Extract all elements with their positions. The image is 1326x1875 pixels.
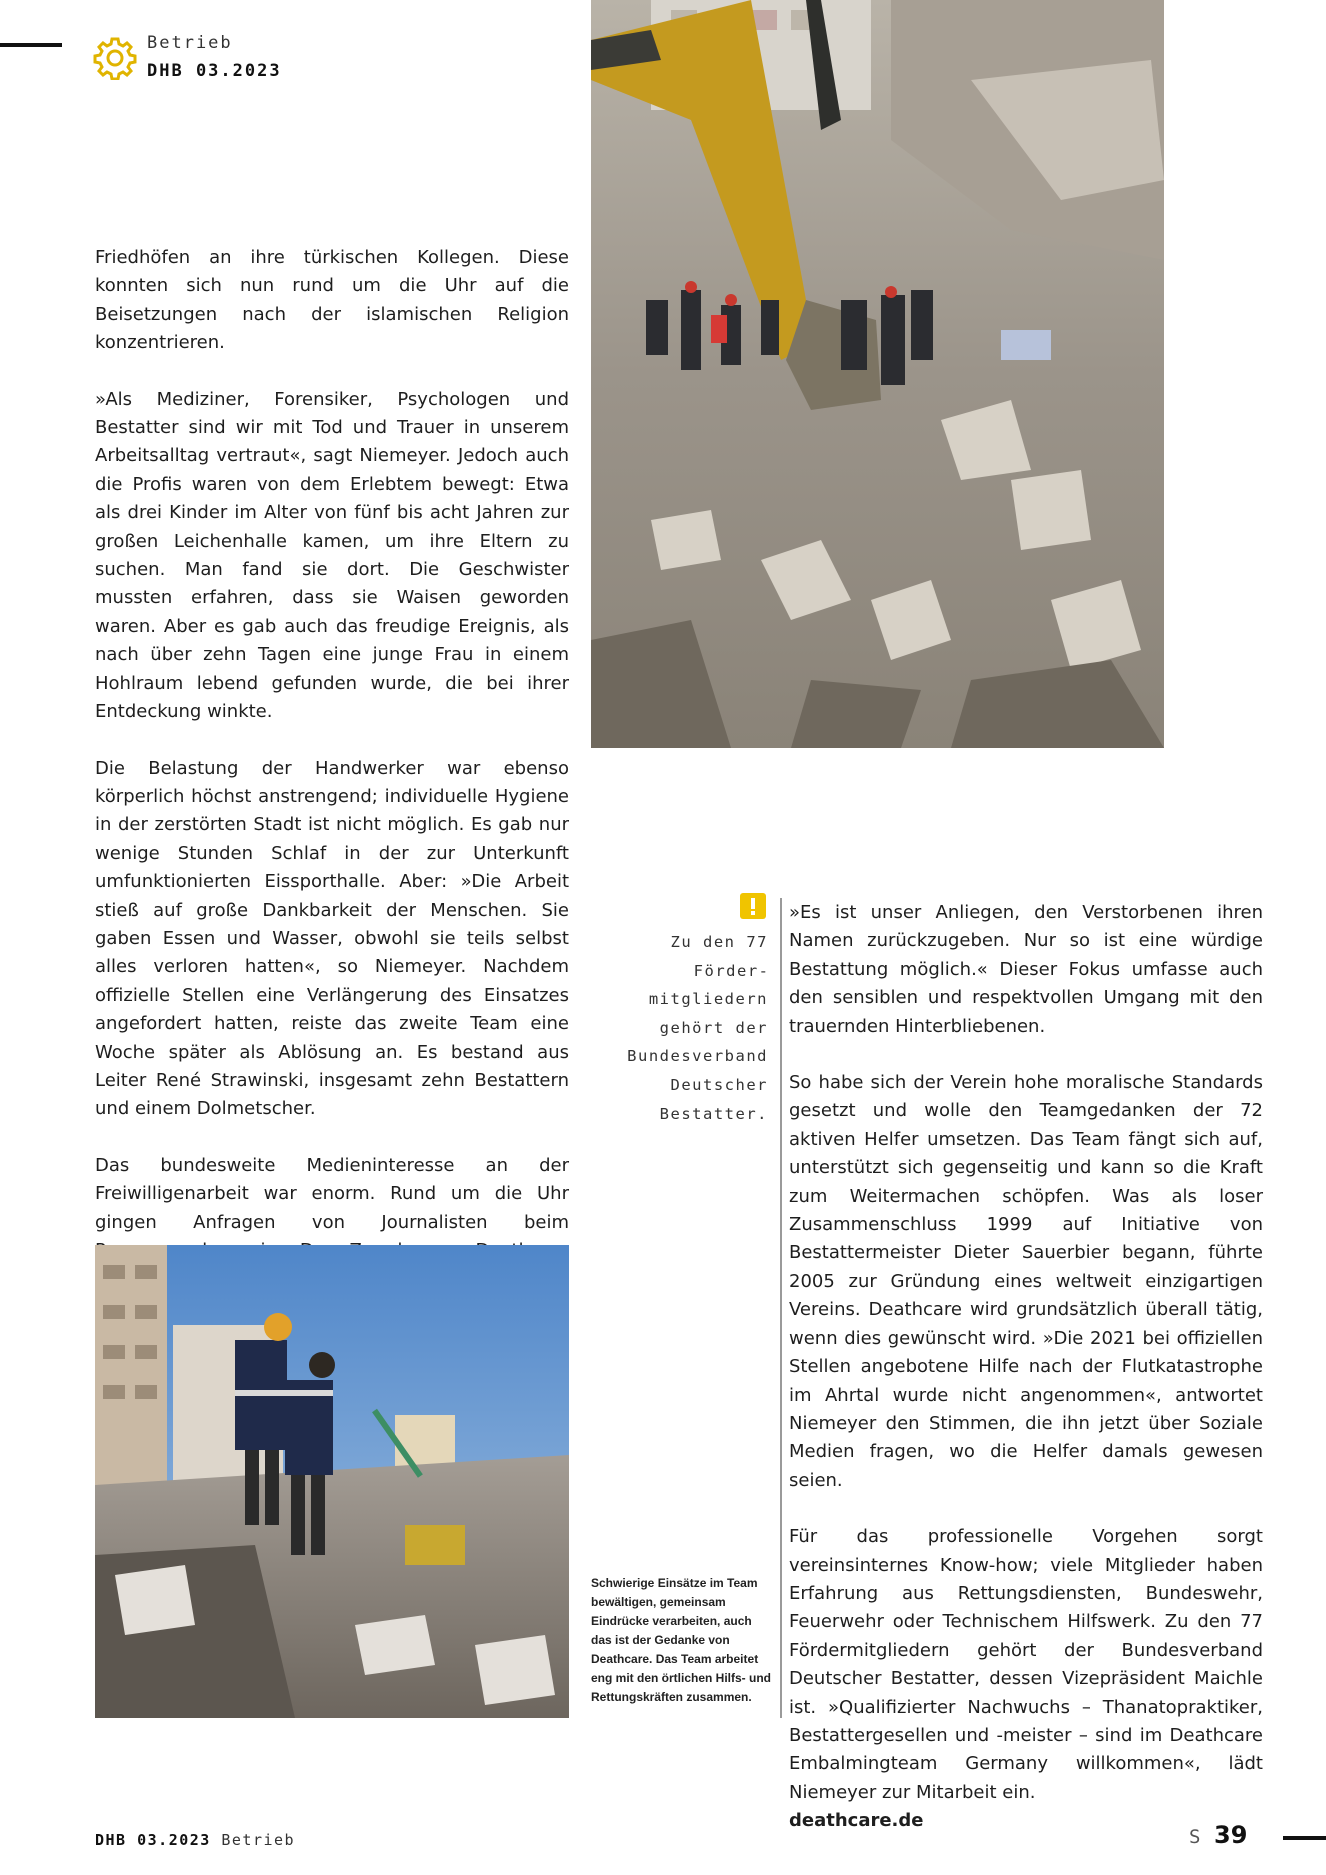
footer-label	[95, 1831, 295, 1849]
paragraph: Friedhöfen an ihre türkischen Kollegen. Diese konnten sich nun rund um die Uhr auf die Beisetzungen nach der islamischen Religion konzentrieren.	[95, 247, 569, 354]
gear-icon	[93, 36, 137, 80]
footer-section: Betrieb	[221, 1831, 296, 1849]
header-issue: DHB 03.2023	[147, 61, 282, 81]
photo-helpers-overlooking	[95, 1245, 569, 1718]
column-divider	[780, 898, 782, 1718]
page-number: 39	[1214, 1821, 1248, 1849]
paragraph: Für das professionelle Vorgehen sorgt vereinsinternes Know-how; viele Mitglieder haben Erfahrung aus Rettungsdiensten, Bundeswehr, Feuerwehr oder Technischem Hilfswerk. Zu den 77 Fördermitgliedern gehört der Bundesverband Deutscher Bestatter, dessen Vizepräsident Maichle ist. »Qualifizierter Nachwuchs – Thanatopraktiker, Bestattergesellen und -meister – sind im Deathcare Embalmingteam Germany willkommen«, lädt Niemeyer zur Mitarbeit ein.	[789, 1526, 1263, 1803]
article-right-column	[789, 899, 1263, 1836]
footer-rule	[1283, 1836, 1326, 1840]
paragraph: »Als Mediziner, Forensiker, Psychologen und Bestatter sind wir mit Tod und Trauer in unserem Arbeitsalltag vertraut«, sagt Niemeyer. Jedoch auch die Profis waren von dem Erlebtem bewegt: Etwa als drei Kinder im Alter von fünf bis acht Jahren zur großen Leichenhalle kamen, um ihre Eltern zu suchen. Man fand sie dort. Die Geschwister mussten erfahren, dass sie Waisen geworden waren. Aber es gab auch das freudige Ereignis, als nach über zehn Tagen eine junge Frau in einem Hohlraum lebend gefunden wurde, die bei ihrer Entdeckung winkte.	[95, 388, 569, 723]
sidenote-text: Zu den 77 Fördermitgliedern gehört der Bundesverband Deutscher Bestatter.	[627, 933, 768, 1123]
paragraph: »Es ist unser Anliegen, den Verstorbenen ihren Namen zurückzugeben. Nur so ist eine würdige Bestattung möglich.« Dieser Fokus umfasse auch den sensiblen und respektvollen Umgang mit den trauernden Hinterbliebenen.	[789, 902, 1263, 1037]
page-prefix: S	[1189, 1826, 1201, 1848]
exclamation-icon	[740, 893, 766, 919]
website-link[interactable]: deathcare.de	[789, 1810, 924, 1832]
header-rule	[0, 43, 62, 47]
paragraph: Die Belastung der Handwerker war ebenso körperlich höchst anstrengend; individuelle Hygiene in der zerstörten Stadt ist nicht möglich. Es gab nur wenige Stunden Schlaf in der zur Unterkunft umfunktionierten Eissporthalle. Aber: »Die Arbeit stieß auf große Dankbarkeit der Menschen. Sie gaben Essen und Wasser, obwohl sie teils selbst alles verloren hatten«, so Niemeyer. Nachdem offizielle Stellen eine Verlängerung des Einsatzes angefordert hatten, reiste das zweite Team eine Woche später als Ablösung an. Es bestand aus Leiter René Strawinski, insgesamt zehn Bestattern und einem Dolmetscher.	[95, 757, 569, 1120]
article-left-column	[95, 244, 569, 1322]
header-section: Betrieb	[147, 33, 233, 53]
paragraph: Das bundesweite Medieninteresse an der Freiwilligenarbeit war enorm. Rund um die Uhr gingen Anfragen von Journalisten beim	[95, 1154, 569, 1233]
paragraph: So habe sich der Verein hohe moralische Standards gesetzt und wolle den Teamgedanken der 72 aktiven Helfer umsetzen. Das Team fängt sich auf, unterstützt sich gegenseitig und kann so die Kraft zum Weitermachen schöpfen. Was als loser Zusammenschluss 1999 auf Initiative von Bestattermeister Dieter Sauerbier begann, führte 2005 zur Gründung eines weltweit einzigartigen Vereins. Deathcare wird grundsätzlich überall tätig, wenn dies gewünscht wird. »Die 2021 bei offiziellen Stellen angebotene Hilfe nach der Flutkatastrophe im Ahrtal wurde nicht angenommen«, antwortet Niemeyer den Stimmen, die ihn jetzt über Soziale Medien fragen, wo die Helfer damals gewesen seien.	[789, 1072, 1263, 1491]
photo-rubble-excavator	[591, 0, 1164, 748]
footer-issue: DHB 03.2023	[95, 1831, 211, 1849]
photo-caption: Schwierige Einsätze im Team bewältigen, gemeinsam Eindrücke verarbeiten, auch das ist der Gedanke von Deathcare. Das Team arbeitet eng mit den örtlichen Hilfs- und Rettungskräften zusammen.	[591, 1576, 771, 1704]
